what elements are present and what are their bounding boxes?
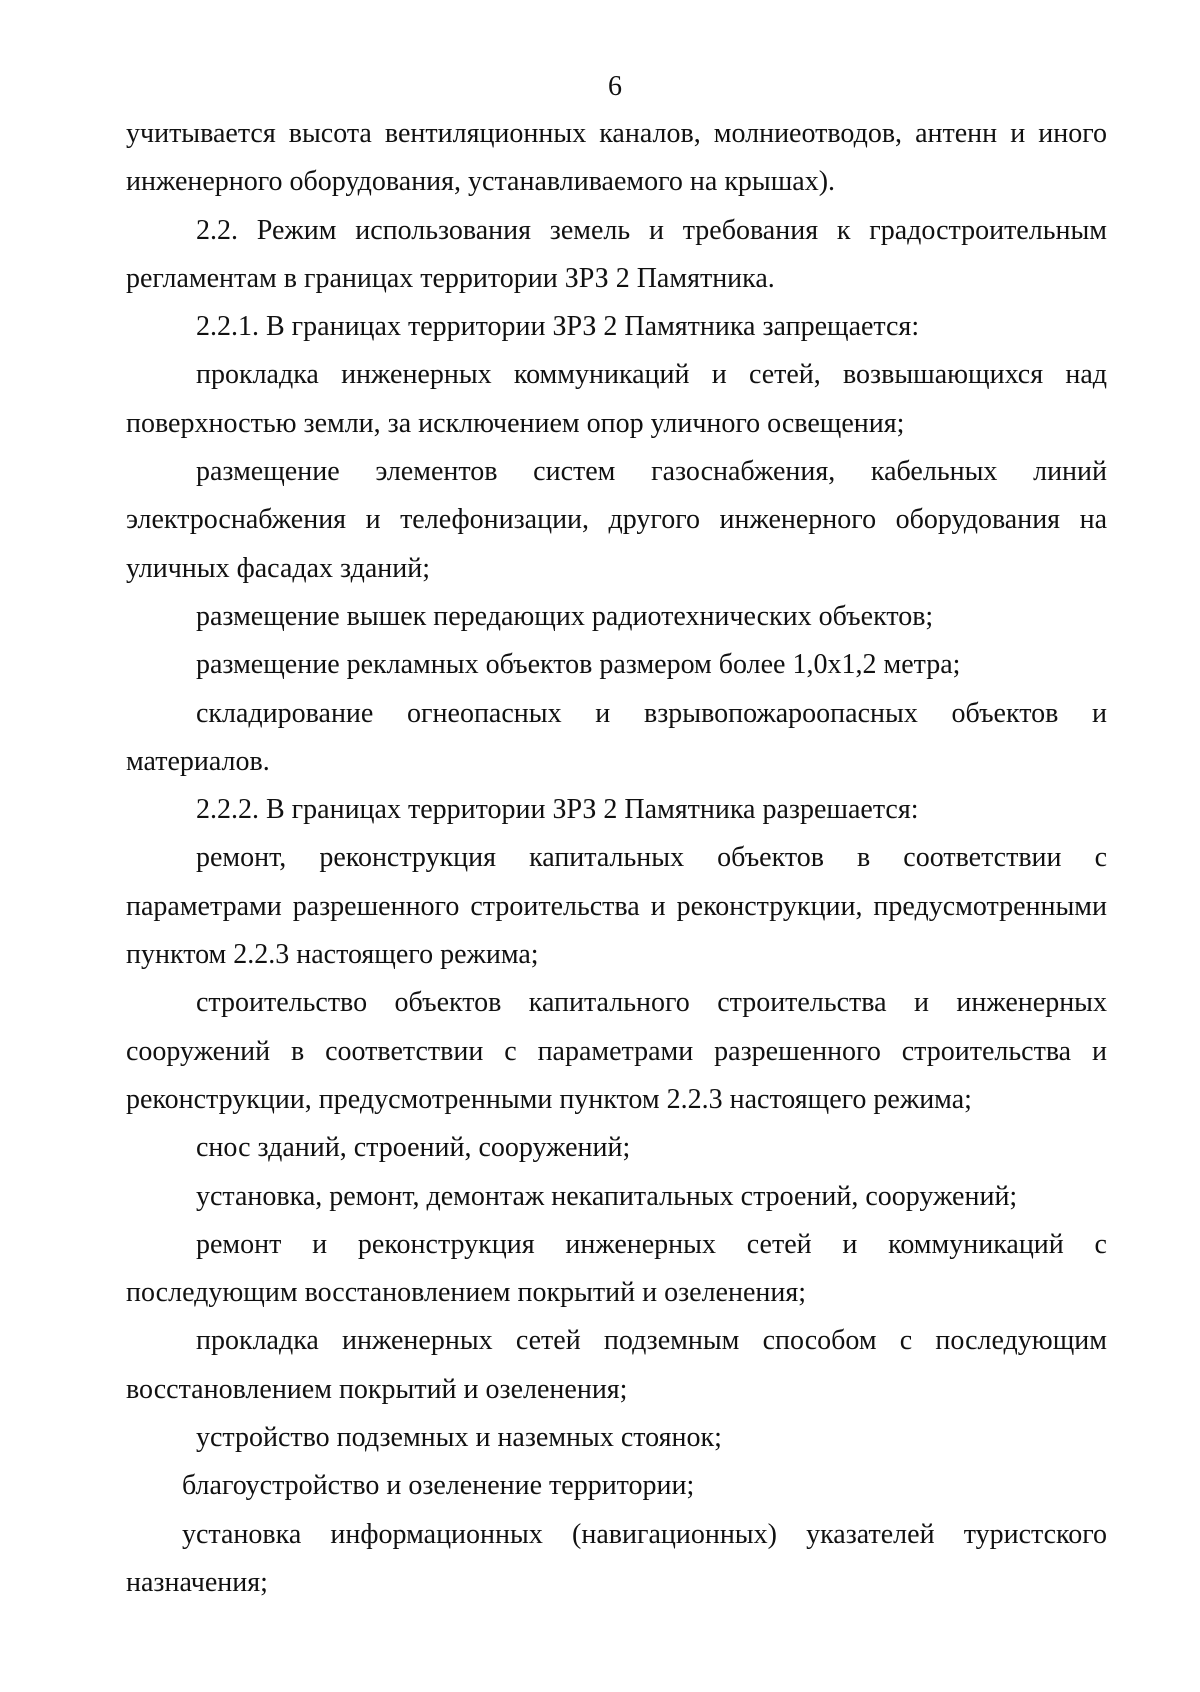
list-item-prohibited: складирование огнеопасных и взрывопожароопасных объектов и материалов. [126, 697, 1107, 777]
list-item-prohibited: прокладка инженерных коммуникаций и сетей, возвышающихся над поверхностью земли, за исключением опор уличного освещения; [126, 359, 1107, 439]
list-item-permitted: установка информационных (навигационных) указателей туристского назначения; [126, 1518, 1107, 1598]
list-item-permitted: устройство подземных и наземных стоянок; [196, 1422, 722, 1454]
list-item-permitted: прокладка инженерных сетей подземным способом с последующим восстановлением покрытий и озеленения; [126, 1325, 1107, 1405]
document-body [126, 110, 1107, 1607]
list-item-permitted: благоустройство и озеленение территории; [182, 1470, 695, 1502]
list-item-permitted: снос зданий, строений, сооружений; [196, 1132, 631, 1164]
list-item-permitted: строительство объектов капитального строительства и инженерных сооружений в соответствии с параметрами разрешенного строительства и реконструкции, предусмотренными пунктом 2.2.3 настоящего режима; [126, 987, 1107, 1115]
list-item-prohibited: размещение элементов систем газоснабжения, кабельных линий электроснабжения и телефонизации, другого инженерного оборудования на уличных фасадах зданий; [126, 456, 1107, 584]
list-item-permitted: установка, ремонт, демонтаж некапитальных строений, сооружений; [196, 1180, 1018, 1212]
list-item-permitted: ремонт, реконструкция капитальных объектов в соответствии с параметрами разрешенного строительства и реконструкции, предусмотренными пунктом 2.2.3 настоящего режима; [126, 842, 1107, 971]
list-item-permitted: ремонт и реконструкция инженерных сетей и коммуникаций с последующим восстановлением покрытий и озеленения; [126, 1228, 1107, 1309]
subsection-heading-2-2-2: 2.2.2. В границах территории ЗРЗ 2 Памятника разрешается: [196, 794, 919, 826]
subsection-heading-2-2-1: 2.2.1. В границах территории ЗРЗ 2 Памятника запрещается: [196, 311, 920, 343]
list-item-prohibited: размещение вышек передающих радиотехнических объектов; [196, 600, 934, 632]
page-number: 6 [608, 71, 622, 102]
paragraph-continuation: учитывается высота вентиляционных каналов, молниеотводов, антенн и иного инженерного оборудования, устанавливаемого на крышах). [126, 118, 1107, 198]
list-item-prohibited: размещение рекламных объектов размером более 1,0х1,2 метра; [196, 649, 961, 681]
section-heading-2-2: 2.2. Режим использования земель и требования к градостроительным регламентам в границах территории ЗРЗ 2 Памятника. [126, 214, 1107, 294]
